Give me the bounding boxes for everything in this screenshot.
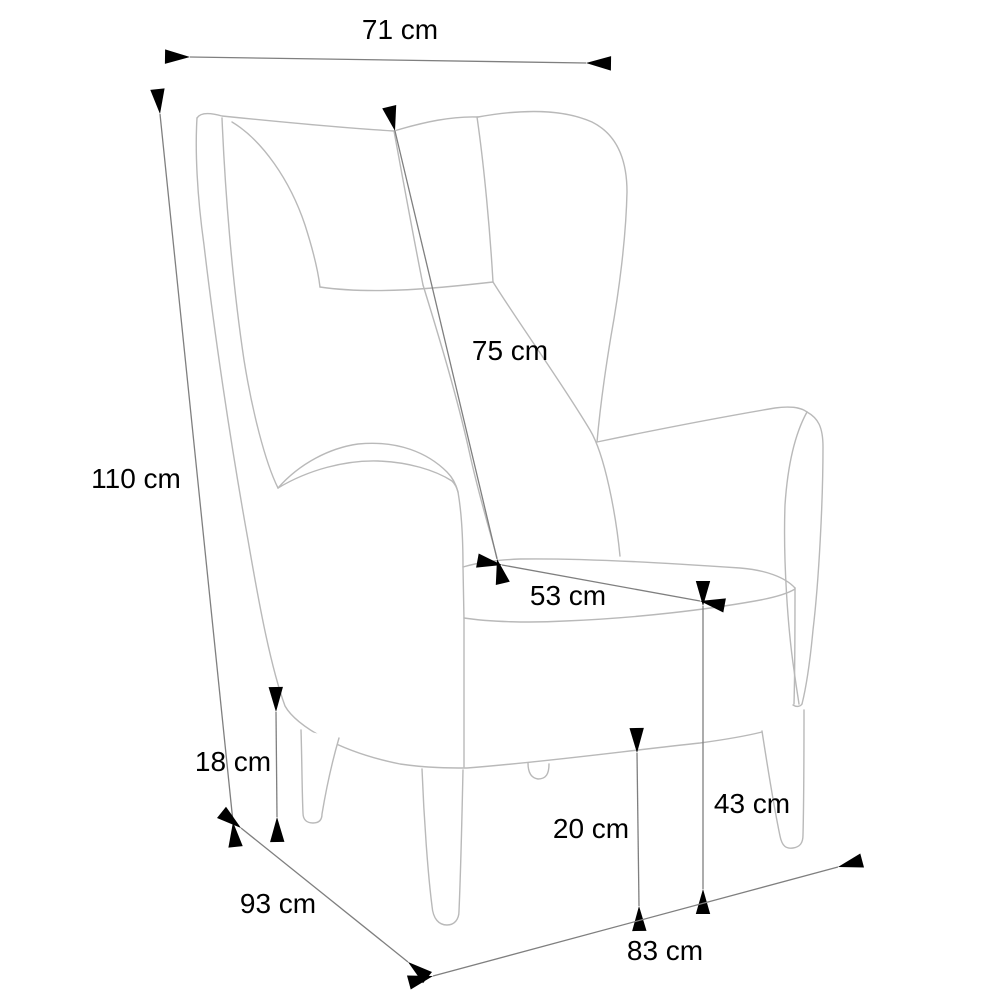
chair-rear-left-leg-tip xyxy=(528,763,549,779)
dimension-label-top-width: 71 cm xyxy=(361,14,439,45)
dimension-arrows xyxy=(160,57,838,976)
chair-silhouette-left-and-skirt xyxy=(196,118,762,768)
chair-drawing xyxy=(196,112,823,768)
dimension-label-total-height: 110 cm xyxy=(91,463,181,494)
chair-rear-right-leg xyxy=(762,710,804,848)
chair-right-wing-outer xyxy=(478,112,627,442)
chair-center-seam-upper xyxy=(394,131,423,285)
dimension-line-under-seat-height xyxy=(637,753,639,906)
chair-seat-front-lip xyxy=(464,589,795,622)
dimension-line-leg-height xyxy=(276,712,277,817)
chair-front-left-leg xyxy=(301,730,339,823)
dimension-label-backrest-height: 75 cm xyxy=(471,335,549,366)
chair-right-wing-inner xyxy=(477,117,493,282)
chair-right-corner-edge xyxy=(794,588,795,704)
chair-top-edge xyxy=(197,114,478,131)
chair-front-right-leg xyxy=(422,769,463,925)
dimension-label-seat-height: 43 cm xyxy=(713,788,791,819)
chair-left-wing-fold xyxy=(232,122,320,287)
chair-left-arm-front-edge xyxy=(458,492,464,767)
chair-right-arm-outer xyxy=(802,412,823,704)
dimension-label-base-width: 83 cm xyxy=(626,935,704,966)
chair-left-armrest-roll xyxy=(278,461,458,492)
chair-center-seam-lower xyxy=(423,285,497,558)
chair-right-back-seam xyxy=(493,282,620,556)
chair-seat-back-edge xyxy=(463,559,795,588)
dimension-label-base-depth: 93 cm xyxy=(239,888,317,919)
dimension-label-under-seat-height: 20 cm xyxy=(552,813,630,844)
dimension-label-seat-depth: 53 cm xyxy=(529,580,607,611)
chair-right-arm-top xyxy=(597,407,807,442)
chair-headrest-seam xyxy=(320,282,493,291)
chair-left-armrest-top xyxy=(278,443,458,492)
dimension-label-leg-height: 18 cm xyxy=(194,746,272,777)
chair-right-arm-inner xyxy=(785,412,807,704)
dimension-line-top-width xyxy=(190,57,586,63)
